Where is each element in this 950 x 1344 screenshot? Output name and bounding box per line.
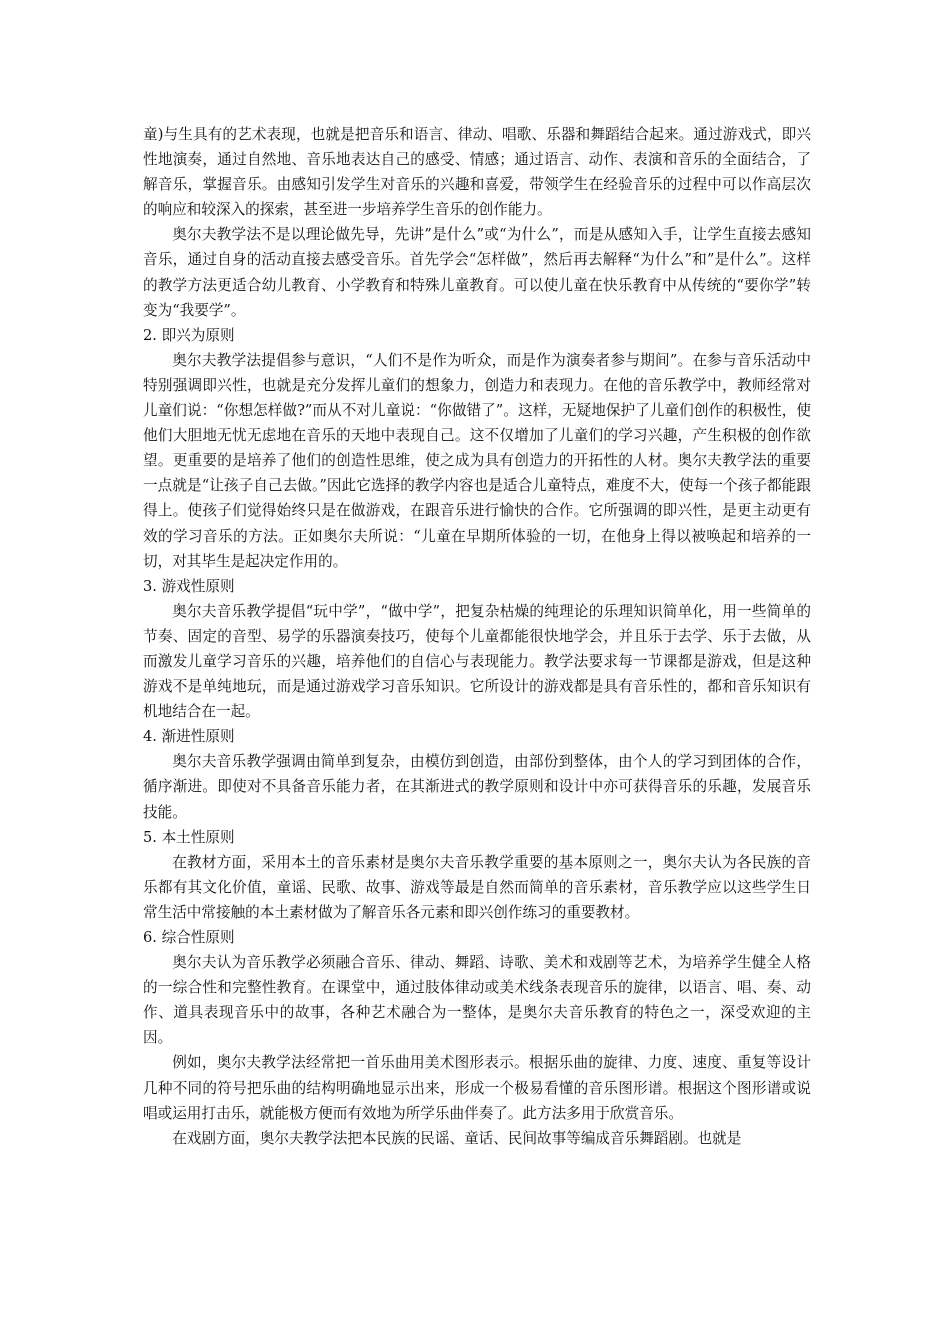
section-heading-progressive: 4. 渐进性原则 (143, 728, 235, 746)
paragraph-improvisation: 奥尔夫教学法提倡参与意识，“人们不是作为听众，而是作为演奏者参与期间”。在参与音乐活动中特别强调即兴性，也就是充分发挥儿童们的想象力，创造力和表现力。在他的音乐教学中，教师经常对儿童们说：“你想怎样做?”而从不对儿童说：“你做错了”。这样，无疑地保护了儿童们创作的积极性，使他们大胆地无忧无虑地在音乐的天地中表现自己。这不仅增加了儿童们的学习兴趣，产生积极的创作欲望。更重要的是培养了他们的创造性思维，使之成为具有创造力的开拓性的人材。奥尔夫教学法的重要一点就是“让孩子自己去做。”因此它选择的教学内容也是适合儿童特点，难度不大，使每一个孩子都能跟得上。使孩子们觉得始终只是在做游戏，在跟音乐进行愉快的合作。它所强调的即兴性，是更主动更有效的学习音乐的方法。正如奥尔夫所说：“儿童在早期所体验的一切，在他身上得以被唤起和培养的一切，对其毕生是起决定作用的。 (143, 351, 811, 570)
document-page (143, 122, 811, 1151)
paragraph-local: 在教材方面，采用本土的音乐素材是奥尔夫音乐教学重要的基本原则之一，奥尔夫认为各民族的音乐都有其文化价值，童谣、民歌、故事、游戏等最是自然而简单的音乐素材，音乐教学应以这些学生日常生活中常接触的本土素材做为了解音乐各元素和即兴创作练习的重要教材。 (143, 853, 811, 921)
paragraph-intro-perception: 奥尔夫教学法不是以理论做先导，先讲”是什么”或“为什么”，而是从感知入手，让学生直接去感知音乐，通过自身的活动直接去感受音乐。首先学会“怎样做”，然后再去解释“为什么”和”是什么”。这样的教学方法更适合幼儿教育、小学教育和特殊儿童教育。可以使儿童在快乐教育中从传统的“要你学”转变为“我要学”。 (143, 226, 811, 319)
paragraph-game: 奥尔夫音乐教学提倡“玩中学”，“做中学”，把复杂枯燥的纯理论的乐理知识简单化，用一些简单的节奏、固定的音型、易学的乐器演奏技巧，使每个儿童都能很快地学会，并且乐于去学、乐于去做，从而激发儿童学习音乐的兴趣，培养他们的自信心与表现能力。教学法要求每一节课都是游戏，但是这种游戏不是单纯地玩，而是通过游戏学习音乐知识。它所设计的游戏都是具有音乐性的，都和音乐知识有机地结合在一起。 (143, 602, 811, 721)
paragraph-progressive: 奥尔夫音乐教学强调由简单到复杂，由模仿到创造，由部份到整体，由个人的学习到团体的合作，循序渐进。即使对不具备音乐能力者，在其渐进式的教学原则和设计中亦可获得音乐的乐趣，发展音乐技能。 (143, 753, 811, 821)
paragraph-comprehensive: 奥尔夫认为音乐教学必须融合音乐、律动、舞蹈、诗歌、美术和戏剧等艺术，为培养学生健全人格的一综合性和完整性教育。在课堂中，通过肢体律动或美术线条表现音乐的旋律，以语言、唱、奏、动作、道具表现音乐中的故事，各种艺术融合为一整体，是奥尔夫音乐教育的特色之一，深受欢迎的主因。 (143, 954, 811, 1047)
paragraph-drama: 在戏剧方面，奥尔夫教学法把本民族的民谣、童话、民间故事等编成音乐舞蹈剧。也就是 (172, 1129, 742, 1147)
paragraph-intro-continued: 童)与生具有的艺术表现，也就是把音乐和语言、律动、唱歌、乐器和舞蹈结合起来。通过游戏式，即兴性地演奏，通过自然地、音乐地表达自己的感受、情感；通过语言、动作、表演和音乐的全面结合，了解音乐，掌握音乐。由感知引发学生对音乐的兴趣和喜爱，带领学生在经验音乐的过程中可以作高层次的响应和较深入的探索，甚至进一步培养学生音乐的创作能力。 (143, 126, 811, 219)
section-heading-improvisation: 2. 即兴为原则 (143, 326, 235, 344)
section-heading-local: 5. 本土性原则 (143, 828, 235, 846)
paragraph-graphic-example: 例如，奥尔夫教学法经常把一首乐曲用美术图形表示。根据乐曲的旋律、力度、速度、重复等设计几种不同的符号把乐曲的结构明确地显示出来，形成一个极易看懂的音乐图形谱。根据这个图形谱或说唱或运用打击乐，就能极方便而有效地为所学乐曲伴奏了。此方法多用于欣赏音乐。 (143, 1054, 811, 1122)
section-heading-game: 3. 游戏性原则 (143, 577, 235, 595)
section-heading-comprehensive: 6. 综合性原则 (143, 929, 235, 946)
